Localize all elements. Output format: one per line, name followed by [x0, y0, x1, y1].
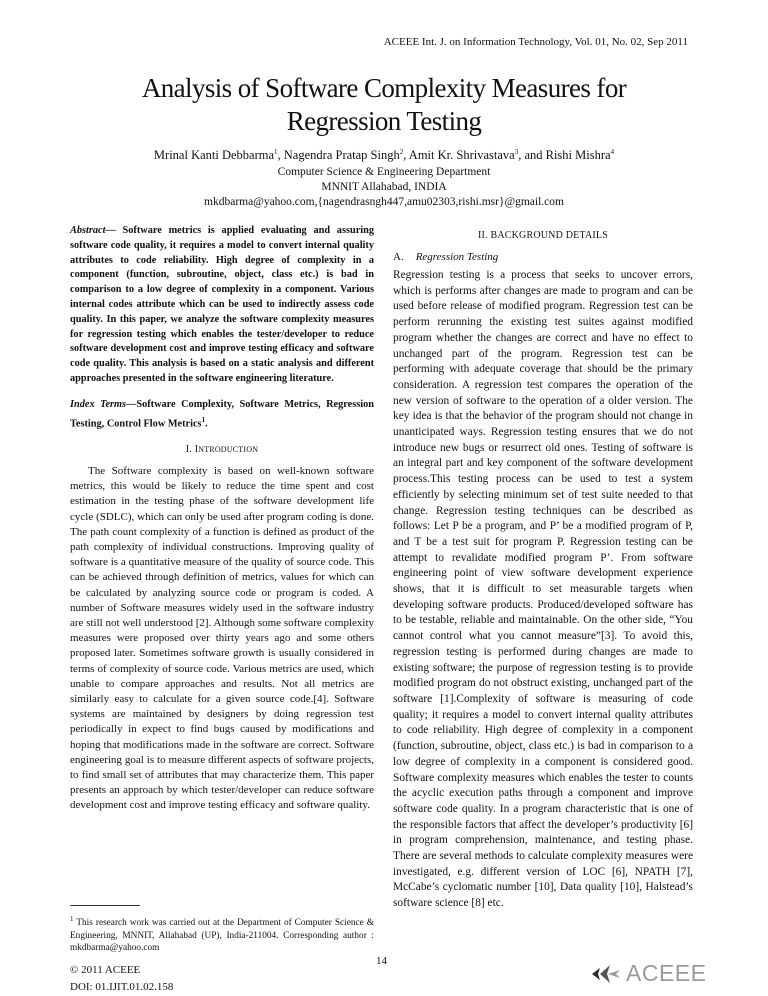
author-separator: , and — [518, 148, 546, 163]
footnote-marker: 1 — [70, 915, 74, 923]
footnote-rule — [70, 905, 140, 906]
aceee-logo — [590, 960, 706, 987]
journal-header: ACEEE Int. J. on Information Technology, Vol. 01, No. 02, Sep 2011 — [383, 36, 688, 48]
author-sup: 3 — [514, 148, 519, 156]
abstract-text: Software metrics is applied evaluating and assuring software code quality, it requires a model to convert internal quality attributes to code reliability. High degree of complexity in a component (function, subroutine, object, class etc.) is bad in comparison to a low degree of complexity in a component. Various internal codes attribute which can be used to indirectly assess code quality. In this paper, we analyze the software complexity measures for regression testing which enables the tester/developer to reduce software development cost and improve testing efficacy and software code quality. This analysis is based on a static analysis and different approaches presented in the software engineering literature. — [70, 225, 375, 384]
intro-paragraph: The Software complexity is based on well-known software metrics, this would be likely to reduce the time spent and cost estimation in the testing phase of the software development life cycle (SDLC), which can only be used after program coding is done. The path count complexity of a function is defined as product of the path complexity of individual constructions. Improving quality of software is a quantitative measure of the quality of source code. This can be achieved through definition of metrics, values for which can be calculated by analyzing source code or program is coded. A number of Software measures widely used in the software industry are still not well understood [2]. Although some software complexity measures were proposed over thirty years ago and some others proposed later. Sometimes software growth is usually considered in terms of complexity of source code. Various metrics are used, which unable to compare approaches and results. Not all metrics are similarly easy to calculate for a given source code.[4]. Software systems are maintained by designers by doing regression test periodically in expect to find bugs caused by modifications and hoping that modifications made in the software are correct. Software engineering goal is to measure different aspects of software projects, to find small set of attributes that may characterize them. This paper presents an approach by which tester/developer can reduce software development cost and improve testing efficacy and software quality. — [70, 465, 374, 812]
footer-left — [70, 962, 173, 996]
abstract — [70, 224, 374, 387]
affiliation-institute: MNNIT Allahabad, INDIA — [321, 181, 447, 193]
paper-title — [0, 72, 768, 138]
author-name: Nagendra Pratap Singh — [283, 148, 400, 163]
intro-heading-num: I. — [185, 444, 195, 455]
author-name: Rishi Mishra — [545, 148, 611, 163]
author-separator: , — [277, 148, 284, 163]
aceee-logo-icon — [590, 962, 622, 986]
footnote — [70, 913, 374, 955]
title-line-1: Analysis of Software Complexity Measures for — [141, 73, 627, 103]
doi: DOI: 01.IJIT.01.02.158 — [70, 981, 174, 993]
subsection-number: A. — [393, 251, 404, 263]
footnote-text: This research work was carried out at the Department of Computer Science & Engineering, MNNIT, Allahabad (UP), India-211004. Corresponding author : mkdbarma@yahoo.com — [70, 918, 374, 954]
subsection-heading — [393, 251, 498, 263]
intro-heading — [70, 444, 374, 455]
index-terms-dash: — — [126, 399, 137, 410]
index-terms-label: Index Terms — [70, 399, 127, 410]
subsection-title: Regression Testing — [415, 251, 499, 263]
title-line-2: Regression Testing — [286, 106, 482, 136]
intro-heading-rest: NTRODUCTION — [198, 445, 259, 454]
index-terms — [70, 398, 374, 432]
author-emails: mkdbarma@yahoo.com,{nagendrasngh447,amu02303,rishi.msr}@gmail.com — [204, 196, 564, 208]
abstract-dash: — — [105, 225, 123, 236]
abstract-label: Abstract — [70, 225, 106, 236]
author-sup: 2 — [399, 148, 404, 156]
background-paragraph: Regression testing is a process that seeks to uncover errors, which is performs after changes are made to program and can be used before release of modified program. Regression test can be perform rerunning the existing test suites against modified program whether the changes are correct and have no effect to unchanged part of the program. Regression test can be performing with adequate coverage that should be the primary consideration. A regression test compares the operation of the new version of software to the operation of a older version. The key idea is that the behavior of the program should not change in unanticipated ways. Regression testing ensures that we do not introduce new bugs or resurrect old ones. Testing of software is an integral part and key component of the software development process.This testing process can be used to test a system efficiently by selecting minimum set of test suite needed to that change. Regression testing techniques can be described as follows: Let P be a program, and P’ be a modified program of P, and T be a test suit for program P. Regression testing can be attempt to revalidate modified program P’. From software engineering point of view software development experience shows, that it is difficult to set measurable targets when developing software products. Produced/developed software has to be testable, reliable and maintainable. On the other side, “You cannot control what you cannot measure”[3]. To avoid this, regression testing is performed during changes are made to existing software; the purpose of regression testing is to provide modified program do not obstruct existing, unchanged part of the software [1].Complexity of software is measuring of code quality; it requires a model to convert internal quality attributes to code reliability. High degree of complexity in a component (function, subroutine, object, class etc.) is bad in comparison to a low degree of complexity in a component is considered good. Software complexity measures which enables the tester to counts the acyclic execution paths through a component and improve software code quality. In a program characteristic that is one of the responsible factors that affect the developer’s productivity [6] in program comprehension, maintenance, and testing phase. There are several methods to calculate complexity measures were investigated, e.g. different version of LOC [6], NPATH [7], McCabe’s cyclomatic number [10], Data quality [10], Halstead’s software science [8] etc. — [393, 269, 693, 910]
author-list — [0, 148, 768, 163]
copyright: © 2011 ACEEE — [70, 964, 141, 976]
index-terms-sup: 1 — [201, 415, 206, 424]
author-sup: 4 — [610, 148, 615, 156]
aceee-logo-text: ACEEE — [626, 960, 707, 986]
page-number: 14 — [376, 955, 387, 967]
intro-body — [70, 464, 374, 814]
index-terms-end: . — [205, 418, 208, 430]
author-name: Mrinal Kanti Debbarma — [153, 148, 275, 163]
index-terms-text: Software Complexity, Software Metrics, Regression Testing, Control Flow Metrics — [70, 399, 374, 430]
affiliation-department: Computer Science & Engineering Department — [277, 166, 491, 178]
author-separator: , — [403, 148, 409, 163]
author-sup: 1 — [274, 148, 278, 156]
background-body — [393, 268, 693, 912]
background-heading: II. BACKGROUND DETAILS — [478, 230, 608, 241]
intro-heading-first: I — [194, 444, 199, 455]
author-name: Amit Kr. Shrivastava — [408, 148, 515, 163]
